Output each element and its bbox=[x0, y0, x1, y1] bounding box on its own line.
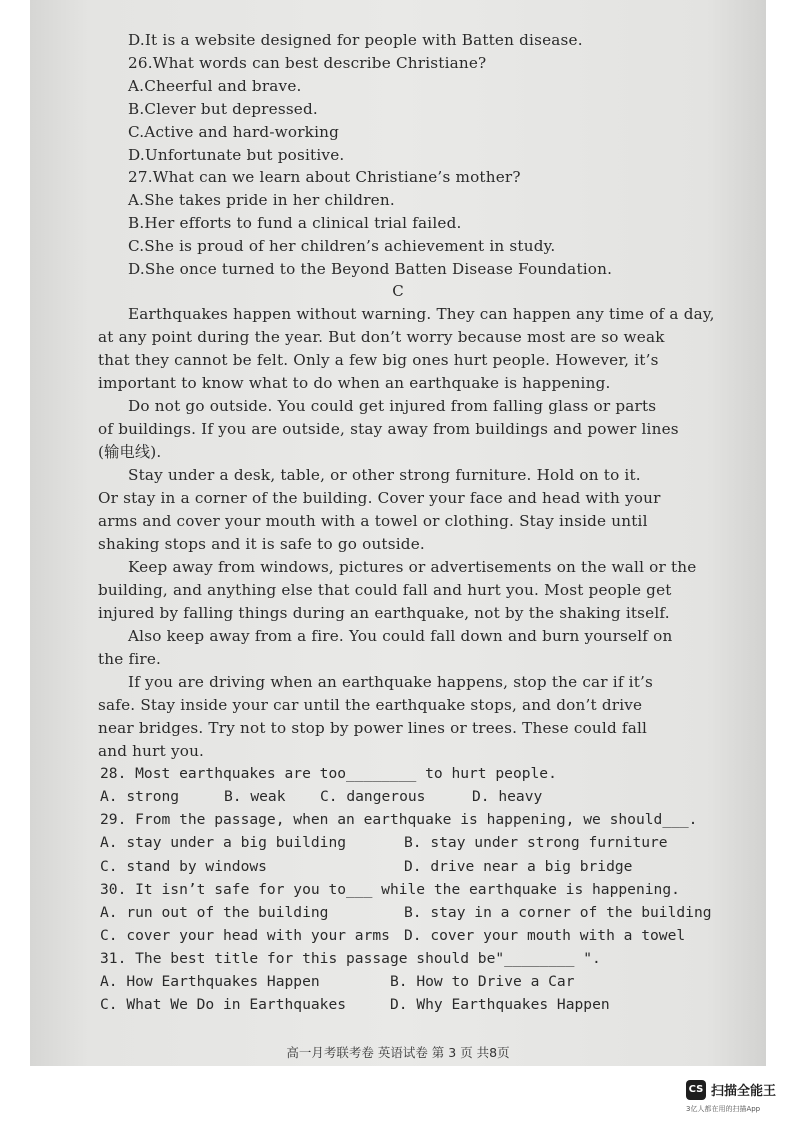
question-30-option-d: D. cover your mouth with a towel bbox=[404, 927, 686, 944]
question-28-option-b: B. weak bbox=[224, 788, 286, 805]
passage-line: that they cannot be felt. Only a few big ones hurt people. However, it’s bbox=[98, 351, 659, 369]
scanner-tagline: 3亿人都在用的扫描App bbox=[686, 1105, 761, 1113]
passage-line: the fire. bbox=[98, 650, 162, 668]
question-30-option-a: A. run out of the building bbox=[100, 904, 329, 921]
question-27: 27.What can we learn about Christiane’s mother? bbox=[128, 168, 521, 186]
question-28-option-c: C. dangerous bbox=[320, 788, 426, 805]
passage-line: of buildings. If you are outside, stay away from buildings and power lines bbox=[98, 420, 679, 438]
question-27-option-c: C.She is proud of her children’s achievement in study. bbox=[128, 237, 556, 255]
option-d-line: D.It is a website designed for people with Batten disease. bbox=[128, 31, 583, 49]
question-30: 30. It isn’t safe for you to___ while the earthquake is happening. bbox=[100, 881, 680, 898]
question-29: 29. From the passage, when an earthquake is happening, we should___. bbox=[100, 811, 698, 828]
question-30-option-b: B. stay in a corner of the building bbox=[404, 904, 712, 921]
passage-line: Do not go outside. You could get injured from falling glass or parts bbox=[128, 397, 657, 415]
question-28: 28. Most earthquakes are too________ to hurt people. bbox=[100, 765, 557, 782]
passage-line: at any point during the year. But don’t worry because most are so weak bbox=[98, 328, 665, 346]
question-26-option-d: D.Unfortunate but positive. bbox=[128, 146, 345, 164]
passage-line: arms and cover your mouth with a towel or clothing. Stay inside until bbox=[98, 512, 648, 530]
question-29-option-a: A. stay under a big building bbox=[100, 834, 347, 851]
section-label: C bbox=[392, 282, 404, 300]
question-26-option-b: B.Clever but depressed. bbox=[128, 100, 318, 118]
passage-line: shaking stops and it is safe to go outside. bbox=[98, 535, 425, 553]
question-27-option-b: B.Her efforts to fund a clinical trial failed. bbox=[128, 214, 462, 232]
question-29-option-b: B. stay under strong furniture bbox=[404, 834, 668, 851]
passage-line: injured by falling things during an earthquake, not by the shaking itself. bbox=[98, 604, 670, 622]
passage-line: and hurt you. bbox=[98, 742, 205, 760]
question-27-option-a: A.She takes pride in her children. bbox=[128, 191, 395, 209]
question-28-option-d: D. heavy bbox=[472, 788, 543, 805]
exam-page bbox=[30, 0, 766, 1066]
question-27-option-d: D.She once turned to the Beyond Batten Disease Foundation. bbox=[128, 260, 613, 278]
passage-line: near bridges. Try not to stop by power lines or trees. These could fall bbox=[98, 719, 648, 737]
passage-line: building, and anything else that could fall and hurt you. Most people get bbox=[98, 581, 672, 599]
question-26-option-c: C.Active and hard-working bbox=[128, 123, 340, 141]
passage-line: Earthquakes happen without warning. They can happen any time of a day, bbox=[128, 305, 715, 323]
question-31-option-c: C. What We Do in Earthquakes bbox=[100, 996, 347, 1013]
passage-line: Or stay in a corner of the building. Cover your face and head with your bbox=[98, 489, 661, 507]
passage-line: safe. Stay inside your car until the earthquake stops, and don’t drive bbox=[98, 696, 643, 714]
passage-line: Keep away from windows, pictures or advertisements on the wall or the bbox=[128, 558, 697, 576]
scanner-brand-name: 扫描全能王 bbox=[711, 1084, 777, 1099]
question-29-option-d: D. drive near a big bridge bbox=[404, 858, 633, 875]
question-30-option-c: C. cover your head with your arms bbox=[100, 927, 390, 944]
question-31: 31. The best title for this passage should be"________ ". bbox=[100, 950, 601, 967]
question-31-option-d: D. Why Earthquakes Happen bbox=[390, 996, 610, 1013]
passage-line: If you are driving when an earthquake happens, stop the car if it’s bbox=[128, 673, 654, 691]
question-28-option-a: A. strong bbox=[100, 788, 180, 805]
passage-line: (输电线). bbox=[98, 443, 162, 461]
question-31-option-a: A. How Earthquakes Happen bbox=[100, 973, 320, 990]
question-31-option-b: B. How to Drive a Car bbox=[390, 973, 575, 990]
passage-line: Also keep away from a fire. You could fall down and burn yourself on bbox=[128, 627, 673, 645]
question-26-option-a: A.Cheerful and brave. bbox=[128, 77, 302, 95]
question-26: 26.What words can best describe Christiane? bbox=[128, 54, 487, 72]
passage-line: important to know what to do when an earthquake is happening. bbox=[98, 374, 611, 392]
page-footer: 高一月考联考卷 英语试卷 第 3 页 共8页 bbox=[286, 1045, 510, 1060]
scanner-logo-icon: CS bbox=[686, 1080, 706, 1100]
passage-line: Stay under a desk, table, or other strong furniture. Hold on to it. bbox=[128, 466, 641, 484]
question-29-option-c: C. stand by windows bbox=[100, 858, 267, 875]
